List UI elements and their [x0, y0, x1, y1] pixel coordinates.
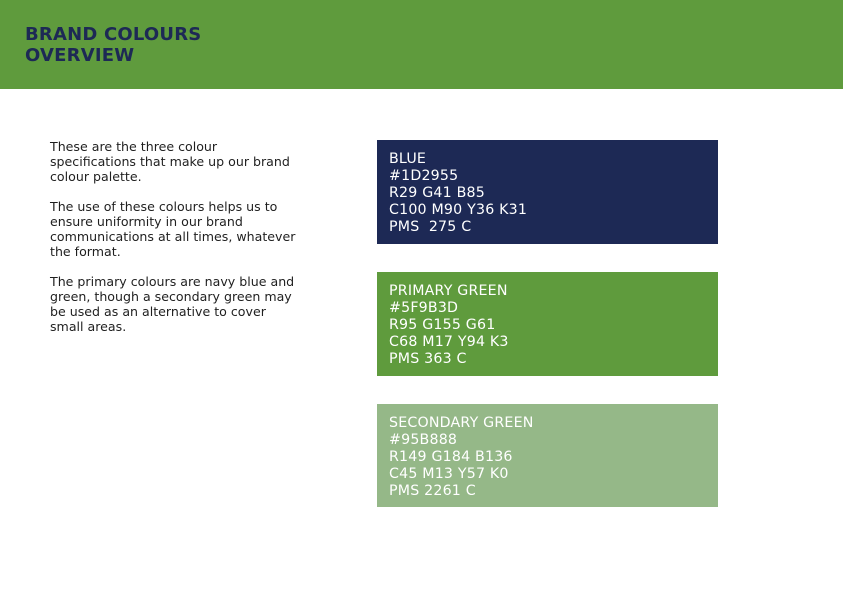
page-title-line-2: OVERVIEW	[25, 45, 135, 66]
swatch-secondary-green	[377, 404, 718, 507]
swatch-name: SECONDARY GREEN	[389, 415, 534, 431]
swatch-pms: PMS 363 C	[389, 351, 467, 367]
intro-paragraph-2: The use of these colours helps us to ensure uniformity in our brand communications at all times, whatever the format.	[50, 199, 296, 259]
header-banner	[0, 0, 843, 89]
intro-text	[50, 139, 300, 349]
swatch-primary-green	[377, 272, 718, 376]
intro-paragraph-3: The primary colours are navy blue and green, though a secondary green may be used as an alternative to cover small areas.	[50, 274, 295, 334]
swatch-pms: PMS 275 C	[389, 219, 472, 235]
page-title-line-1: BRAND COLOURS	[25, 24, 202, 45]
intro-paragraph-1: These are the three colour specifications that make up our brand colour palette.	[50, 139, 290, 184]
swatch-hex: #1D2955	[389, 168, 459, 184]
swatch-pms: PMS 2261 C	[389, 483, 476, 499]
swatch-hex: #95B888	[389, 432, 458, 448]
swatch-cmyk: C68 M17 Y94 K3	[389, 334, 509, 350]
swatch-rgb: R29 G41 B85	[389, 185, 485, 201]
swatch-rgb: R95 G155 G61	[389, 317, 496, 333]
swatch-rgb: R149 G184 B136	[389, 449, 513, 465]
swatch-cmyk: C100 M90 Y36 K31	[389, 202, 528, 218]
swatch-name: BLUE	[389, 151, 427, 167]
swatch-blue	[377, 140, 718, 244]
swatch-name: PRIMARY GREEN	[389, 283, 508, 299]
swatch-hex: #5F9B3D	[389, 300, 459, 316]
page-title	[25, 24, 201, 66]
swatch-cmyk: C45 M13 Y57 K0	[389, 466, 509, 482]
